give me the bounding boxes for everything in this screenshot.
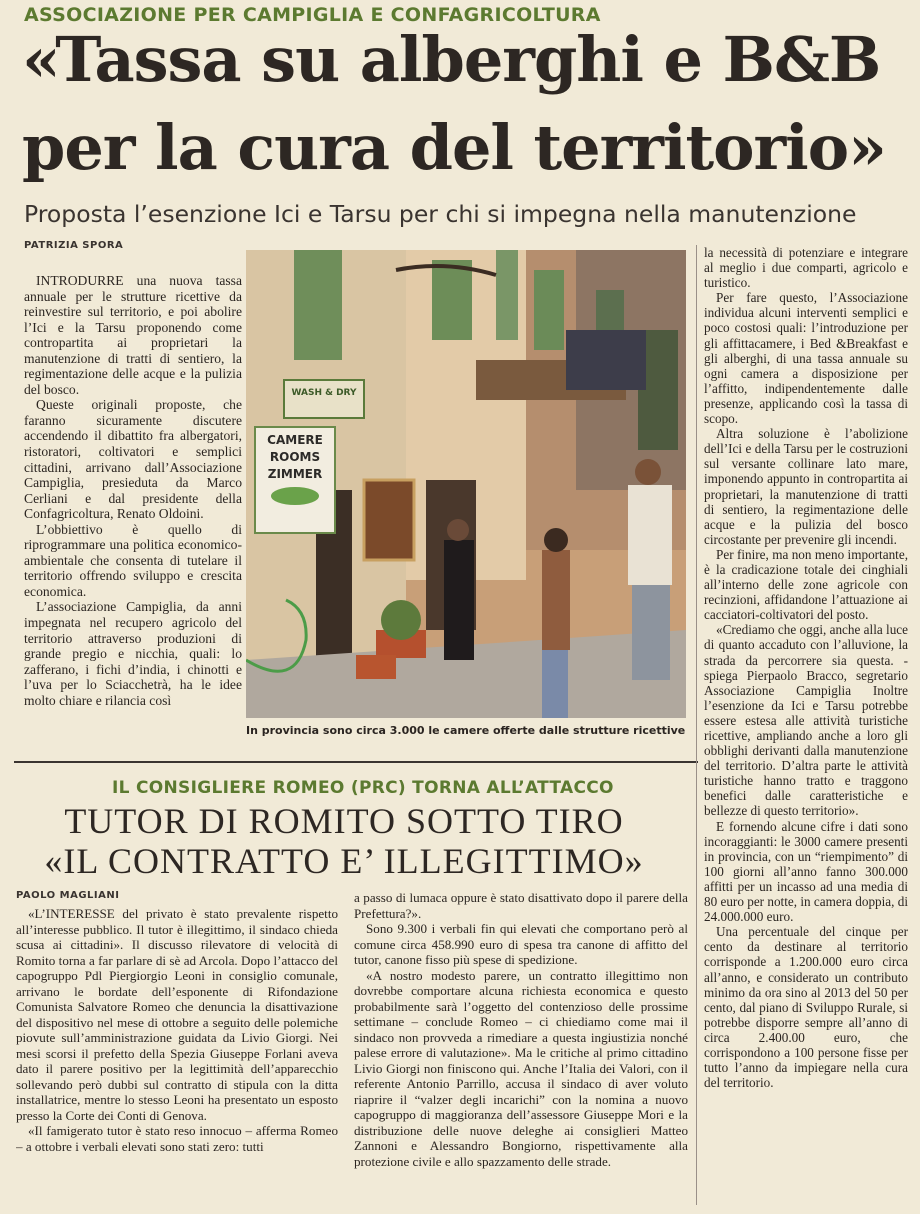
article1-col3-paragraph: Altra soluzione è l’abolizione dell’Ici e della Tarsu per le costruzioni sul versante collinare lato mare, imponendo appunto in contropartita ai proprietari, la manutenzione di tratti di sentiero, la regimentazione delle acque e la pulizia del bosco circostante per prevenire gli incendi. [704, 426, 908, 547]
sign-leaf-logo [271, 487, 319, 505]
article2-byline: PAOLO MAGLIANI [16, 890, 120, 901]
article2-column-2 [354, 890, 688, 1206]
article2-headline-line2: «IL CONTRATTO E’ ILLEGITTIMO» [44, 841, 644, 881]
article1-column-1 [24, 273, 242, 739]
article1-col3-paragraph: Per fare questo, l’Associazione individua alcuni interventi semplici e poco costosi quali: l’introduzione per gli affittacamere, i Bed &Breakfast e gli alberghi, di una tassa annuale su ogni camera a disposizione per l’affitto, indipendentemente dalle presenze, applicando così la tassa di scopo. [704, 290, 908, 427]
article2-col2-paragraph: «A nostro modesto parere, un contratto illegittimo non dovrebbe comportare alcuna richiesta economica e questo probabilmente sarà l’oggetto del contenzioso delle prossime settimane – conclude Romeo – ci chiediamo come mai il sindaco non provveda a rimediare a questa ingiustizia nonché palese errore di valutazione». Ma le critiche al primo cittadino Livio Giorgi non finiscono qui. Anche l’Italia dei Valori, con il referente Antonio Parrillo, accusa il sindaco di aver voluto riaprire il “valzer degli incarichi” con la nomina a nuovo capogruppo di maggioranza dell’assessore Giuseppe Mori e la distribuzione delle nuove deleghe ai consiglieri Matteo Zannoni e Alessandro Bongiorno, rispettivamente alla protezione civile e allo spazzamento delle strade. [354, 967, 688, 1169]
article2-kicker: IL CONSIGLIERE ROMEO (PRC) TORNA ALL’ATTACCO [112, 778, 614, 798]
article1-col1-paragraph: L’associazione Campiglia, da anni impegnata nel recupero agricolo del territorio attraverso produzioni di grande pregio e nicchia, quali: lo zafferano, i fichi d’india, i chinotti e l’uva per lo Sciacchetrà, ha le idee molto chiare e rilancia così [24, 599, 242, 708]
sign-rooms [254, 426, 336, 534]
article1-photo [246, 250, 686, 718]
article2-col2-paragraph: a passo di lumaca oppure è stato disattivato dopo il parere della Prefettura?». [354, 890, 688, 921]
article1-col1-paragraph: L’obbiettivo è quello di riprogrammare una politica economico-ambientale che consenta di tutelare il territorio offrendo sviluppo e crescita economica. [24, 521, 242, 599]
article1-byline: PATRIZIA SPORA [24, 240, 124, 251]
article1-col3-paragraph: E fornendo alcune cifre i dati sono incoraggianti: le 3000 camere presenti in provincia, con un “riempimento” di 100 giorni all’anno fanno 300.000 affitti per un incasso ad una media di 80 euro per notte, in camera doppia, di 24.000.000 euro. [704, 818, 908, 925]
article1-photo-caption: In provincia sono circa 3.000 le camere offerte dalle strutture ricettive [246, 724, 686, 737]
divider-column-right [696, 245, 697, 1205]
sign-wash-dry: WASH & DRY [291, 388, 357, 398]
sign-rooms-line2: ROOMS [269, 450, 321, 464]
article1-column-3 [704, 245, 908, 1201]
article2-column-1 [16, 906, 338, 1206]
article1-headline-line1: «Tassa su alberghi e B&B [22, 23, 881, 96]
article2-col1-paragraph: «Il famigerato tutor è stato reso innocuo – afferma Romeo – a ottobre i verbali elevati sono stati zero: tutti [16, 1123, 338, 1154]
article2-col1-paragraph: «L’INTERESSE del privato è stato prevalente rispetto all’interesse pubblico. Il tutor è illegittimo, il sindaco chieda scusa ai cittadini». Il discusso rilevatore di velocità di Romito torna a far parlare di sè ad Arcola. Dopo l’attacco del capogruppo Pdl Piergiorgio Leoni in consiglio comunale, arrivano le bordate dell’esponente di Rifondazione Comunista Salvatore Romeo che denuncia la disattivazione del dispositivo nel mese di ottobre a seguito delle polemiche piovute sull’amministrazione guidata da Livio Giorgi. Nei mesi scorsi il prefetto della Spezia Giuseppe Forlani aveva dato il parere positivo per la legittimità dell’apparecchio sollevando però dubbi sul contratto di stipula con la ditta installatrice, mentre lo stesso Leoni ha presentato un esposto presso la Corte dei Conti di Genova. [16, 906, 338, 1123]
article1-col1-paragraph: Queste originali proposte, che faranno sicuramente discutere accendendo il dibattito fra albergatori, ristoratori, coltivatori e semplici cittadini, arrivano dall’Associazione Campiglia, presieduta da Marco Cerliani e dal presidente della Confagricoltura, Renato Oldoini. [24, 397, 242, 522]
divider-article2-top [14, 761, 698, 763]
article1-col1-paragraph: INTRODURRE una nuova tassa annuale per le strutture ricettive da reinvestire sul territorio, e poi abolire l’Ici e la Tarsu proponendo come contropartita ai proprietari la manutenzione di tratti di sentiero, la regimentazione delle acque e la pulizia del bosco. [24, 273, 242, 397]
article1-kicker: ASSOCIAZIONE PER CAMPIGLIA E CONFAGRICOLTURA [24, 4, 601, 26]
article1-col3-paragraph: la necessità di potenziare e integrare al meglio i due comparti, agricolo e turistico. [704, 245, 908, 291]
article1-col3-paragraph: Una percentuale del cinque per cento da destinare al territorio corrisponde a 1.200.000 euro circa all’anno, e considerato un contributo minimo da ora sino al 2013 del 50 per cento, dal piano di Sviluppo Rurale, si potrebbe disporre sempre all’anno di circa 2.400.00 euro, che corrispondono a 100 persone fisse per tutto l’anno da impiegare nella cura del territorio. [704, 924, 908, 1091]
sign-rooms-line1: CAMERE [267, 433, 323, 447]
article2-col2-paragraph: Sono 9.300 i verbali fin qui elevati che comportano però al comune circa 458.990 euro di spesa tra canone di affitto del tutor, canone fisso più spese di spedizione. [354, 921, 688, 967]
article2-headline-line1: TUTOR DI ROMITO SOTTO TIRO [64, 801, 624, 841]
article1-col3-paragraph: «Crediamo che oggi, anche alla luce di quanto accaduto con l’alluvione, la strada da percorrere sia questa. -spiega Pierpaolo Bracco, segretario Associazione Campiglia Inoltre l’esenzione da Ici e Tarsu potrebbe essere estesa alle attività turistiche ricettive, ampliando anche a loro gli obblighi derivanti dalla manutenzione del territorio. D’altra parte le attività turistiche hanno tratto e traggono benefici dalle caratteristiche e bellezze di questo territorio». [704, 622, 908, 819]
article1-subheadline: Proposta l’esenzione Ici e Tarsu per chi si impegna nella manutenzione [24, 200, 857, 228]
article1-headline-line2: per la cura del territorio» [22, 111, 886, 184]
article1-col3-paragraph: Per finire, ma non meno importante, è la cradicazione totale dei cinghiali all’interno delle zone agricole con recinzioni, affidandone l’attuazione ai cacciatori-coltivatori del posto. [704, 546, 908, 623]
sign-rooms-line3: ZIMMER [267, 467, 323, 481]
